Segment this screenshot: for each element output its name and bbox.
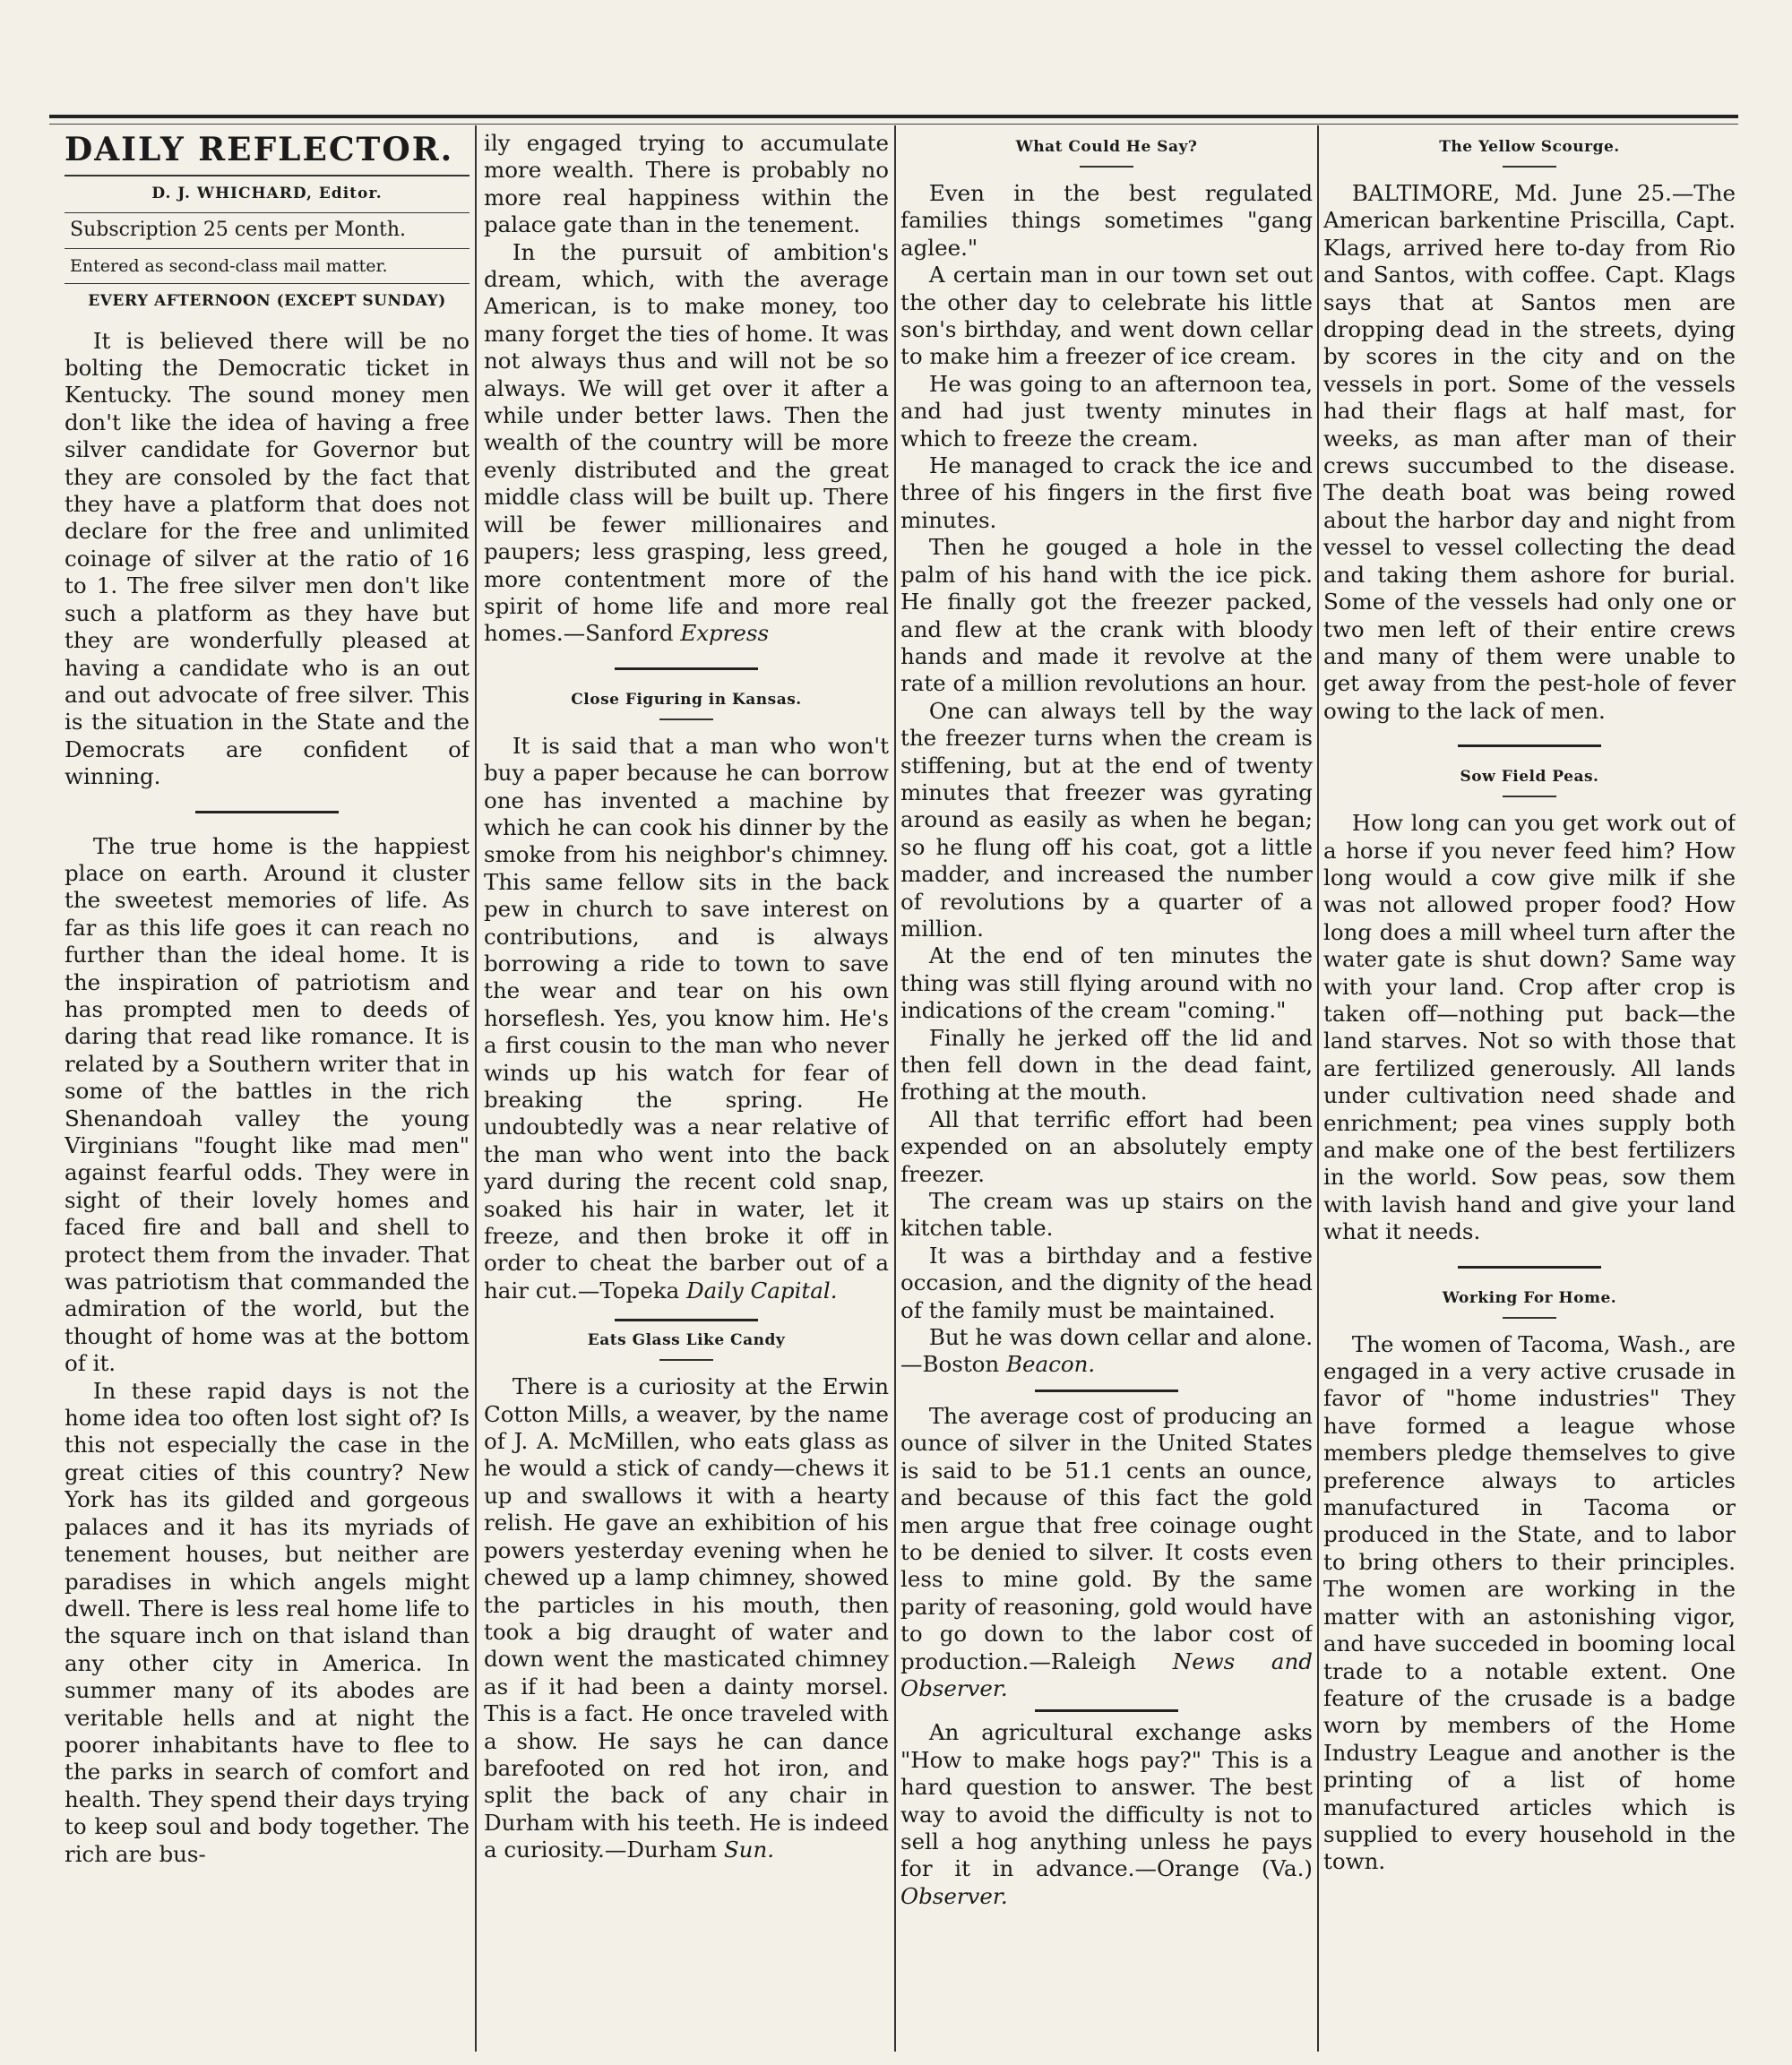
article-paragraph bbox=[484, 1373, 889, 1863]
article-text: There is a curiosity at the Erwin Cotton Mills, a weaver, by the name of J. A. McMillen, who eats glass as he would a stick of candy—chews it up and swallows it with a hearty relish. He gave an exhibition of his powers yesterday evening when he chewed up a lamp chimney, showed the particles in his mouth, then took a big draught of water and down went the masticated chimney as if it had been a dainty morsel. This is a fact. He once traveled with a show. He says he can dance barefooted on red hot iron, and split the back of any chair in Durham with his teeth. He is indeed a curiosity.—Durham bbox=[484, 1373, 889, 1863]
separator-rule bbox=[1503, 166, 1556, 168]
article-paragraph: It was a birthday and a festive occasion, and the dignity of the head of the family must be maintained. bbox=[900, 1242, 1313, 1323]
top-rule-thin bbox=[49, 124, 1738, 125]
column-divider bbox=[475, 125, 477, 2052]
separator-rule bbox=[195, 811, 339, 813]
article-headline: Eats Glass Like Candy bbox=[587, 1331, 786, 1350]
article-paragraph bbox=[900, 1403, 1313, 1702]
separator-rule bbox=[615, 1319, 758, 1321]
separator-rule bbox=[659, 1359, 713, 1361]
article-paragraph: One can always tell by the way the freezer turns when the cream is stiffening, but at the end of twenty minutes that freezer was gyrating around as easily as when he began; so he flung off his coat, got a little madder, and increased the number of revolutions by a quarter of a million. bbox=[900, 697, 1313, 942]
article-paragraph: All that terrific effort had been expended on an absolutely empty freezer. bbox=[900, 1106, 1313, 1187]
column-divider bbox=[894, 125, 896, 2052]
article-paragraph: ily engaged trying to accumulate more wealth. There is probably no more real happiness within the palace gate than in the tenement. bbox=[484, 130, 889, 238]
separator-rule bbox=[1503, 796, 1556, 797]
article-source: Daily Capital. bbox=[685, 1277, 838, 1304]
article-headline: What Could He Say? bbox=[1015, 138, 1198, 156]
masthead-rule bbox=[65, 248, 470, 249]
masthead-subscription: Subscription 25 cents per Month. bbox=[70, 219, 407, 242]
article-text: In the pursuit of ambition's dream, which, with the average American, is to make money, too many forget the ties of home. It was not always thus and will not be so always. We will get over it after a while under better laws. Then the wealth of the country will be more evenly distributed and the great middle class will be built up. There will be fewer millionaires and paupers; less grasping, less greed, more contentment more of the spirit of home life and more real homes.—Sanford bbox=[484, 238, 889, 647]
article-text: An agricultural exchange asks "How to make hogs pay?" This is a hard question to answer. The best way to avoid the difficulty is not to sell a hog anything unless he pays for it in advance.—Orange (Va.) bbox=[900, 1719, 1313, 1882]
article-source: Express bbox=[680, 620, 770, 647]
article-paragraph bbox=[484, 733, 889, 1305]
separator-rule bbox=[1458, 1266, 1601, 1269]
column-4 bbox=[1323, 130, 1736, 2034]
column-2 bbox=[484, 130, 889, 2034]
separator-rule bbox=[659, 718, 713, 720]
article-text: But he was down cellar and alone.—Boston bbox=[900, 1324, 1313, 1378]
article-paragraph: The true home is the happiest place on earth. Around it cluster the sweetest memories of life. As far as this life goes it can reach no further than the ideal home. It is the inspiration of patriotism and has prompted men to deeds of daring that read like romance. It is related by a Southern writer that in some of the battles in the rich Shenandoah valley the young Virginians "fought like mad men" against fearful odds. They were in sight of their lovely homes and faced fire and ball and shell to protect them from the invader. That was patriotism that commanded the admiration of the world, but the thought of home was at the bottom of it. bbox=[65, 832, 470, 1377]
masthead-rule bbox=[65, 212, 470, 213]
article-headline: The Yellow Scourge. bbox=[1439, 138, 1620, 156]
article-headline: Sow Field Peas. bbox=[1460, 768, 1599, 787]
article-paragraph: Then he gouged a hole in the palm of his hand with the ice pick. He finally got the freezer packed, and flew at the crank with bloody hands and made it revolve at the rate of a million revolutions an hour. bbox=[900, 534, 1313, 697]
masthead-editor: D. J. WHICHARD, Editor. bbox=[151, 185, 383, 202]
article-source: Observer. bbox=[900, 1882, 1008, 1909]
separator-rule bbox=[1080, 166, 1133, 168]
article-paragraph: It is believed there will be no bolting the Democratic ticket in Kentucky. The sound money men don't like the idea of having a free silver candidate for Governor but they are consoled by the fact that they have a platform that does not declare for the free and unlimited coinage of silver at the ratio of 16 to 1. The free silver men don't like such a platform as they have but they are wonderfully pleased at having a candidate who is an out and out advocate of free silver. This is the situation in the State and the Democrats are confident of winning. bbox=[65, 327, 470, 790]
separator-rule bbox=[1503, 1317, 1556, 1319]
article-headline: Working For Home. bbox=[1442, 1288, 1617, 1307]
article-paragraph: In these rapid days is not the home idea too often lost sight of? Is this not especially the case in the great cities of this country? New York has its gilded and gorgeous palaces and it has its myriads of tenement houses, but neither are paradises in which angels might dwell. There is less real home life to the square inch on that island than any other city in America. In summer many of its abodes are veritable hells and at night the poorer inhabitants have to flee to the parks in search of comfort and health. They spend their days trying to keep soul and body together. The rich are bus- bbox=[65, 1377, 470, 1867]
column-1 bbox=[65, 130, 470, 2034]
article-paragraph: At the end of ten minutes the thing was still flying around with no indications of the cream "coming." bbox=[900, 942, 1313, 1024]
masthead-rule bbox=[65, 175, 470, 176]
article-paragraph bbox=[484, 239, 889, 648]
column-divider bbox=[1317, 125, 1319, 2052]
separator-rule bbox=[615, 667, 758, 670]
top-rule bbox=[49, 115, 1738, 118]
article-paragraph: He managed to crack the ice and three of his fingers in the first five minutes. bbox=[900, 452, 1313, 533]
article-headline: Close Figuring in Kansas. bbox=[571, 690, 802, 709]
article-paragraph: A certain man in our town set out the other day to celebrate his little son's birthday, and went down cellar to make him a freezer of ice cream. bbox=[900, 262, 1313, 370]
article-paragraph: The women of Tacoma, Wash., are engaged in a very active crusade in favor of "home industries" They have formed a league whose members pledge themselves to give preference always to articles manufactured in Tacoma or produced in the State, and to labor to bring others to their principles. The women are working in the matter with an astonishing vigor, and have succeded in booming local trade to a notable extent. One feature of the crusade is a badge worn by members of the Home Industry League and another is the printing of a list of home manufactured articles which is supplied to every household in the town. bbox=[1323, 1330, 1736, 1875]
article-paragraph: BALTIMORE, Md. June 25.—The American barkentine Priscilla, Capt. Klags, arrived here to-day from Rio and Santos, with coffee. Capt. Klags says that at Santos men are dropping dead in the streets, dying by scores in the city and on the vessels in port. Some of the vessels had their flags at half mast, for weeks, as man after man of their crews succumbed to the disease. The death boat was being rowed about the harbor day and night from vessel to vessel collecting the dead and taking them ashore for burial. Some of the vessels had only one or two men left of their entire crews and many of them were unable to get away from the pest-hole of fever owing to the lack of men. bbox=[1323, 180, 1736, 724]
article-paragraph: Finally he jerked off the lid and then fell down in the dead faint, frothing at the mouth. bbox=[900, 1024, 1313, 1106]
masthead-rule bbox=[65, 283, 470, 284]
article-paragraph bbox=[900, 1324, 1313, 1379]
article-paragraph: The cream was up stairs on the kitchen table. bbox=[900, 1188, 1313, 1242]
article-paragraph: Even in the best regulated families things sometimes "gang aglee." bbox=[900, 180, 1313, 261]
masthead-title: DAILY REFLECTOR. bbox=[65, 131, 454, 168]
article-source: News and Observer. bbox=[900, 1648, 1313, 1701]
article-paragraph: How long can you get work out of a horse if you never feed him? How long would a cow give milk if she was not allowed proper food? How long does a mill wheel turn after the water gate is shut down? Same way with your land. Crop after crop is taken off—nothing put back—the land starves. Not so with those that are fertilized generously. All lands under cultivation need shade and enrichment; pea vines supply both and make one of the best fertilizers in the world. Sow peas, sow them with lavish hand and give your land what it needs. bbox=[1323, 810, 1736, 1245]
column-3 bbox=[900, 130, 1313, 2034]
article-paragraph: He was going to an afternoon tea, and had just twenty minutes in which to freeze the cream. bbox=[900, 370, 1313, 452]
masthead-entered: Entered as second-class mail matter. bbox=[70, 255, 388, 276]
article-source: Beacon. bbox=[1006, 1351, 1096, 1378]
separator-rule bbox=[1035, 1709, 1178, 1712]
separator-rule bbox=[1458, 744, 1601, 747]
article-text: The average cost of producing an ounce of silver in the United States is said to be 51.1 cents an ounce, and because of this fact the gold men argue that free coinage ought to be denied to silver. It costs even less to mine gold. By the same parity of reasoning, gold would have to go down to the labor cost of production.—Raleigh bbox=[900, 1402, 1313, 1674]
article-text: It is said that a man who won't buy a paper because he can borrow one has invented a machine by which he can cook his dinner by the smoke from his neighbor's chimney. This same fellow sits in the back pew in church to save interest on contributions, and is always borrowing a ride to town to save the wear and tear on his own horseflesh. Yes, you know him. He's a first cousin to the man who never winds up his watch for fear of breaking the spring. He undoubtedly was a near relative of the man who went into the back yard during the recent cold snap, soaked his hair in water, let it freeze, and then broke it off in order to cheat the barber out of a hair cut.—Topeka bbox=[484, 732, 889, 1304]
article-paragraph bbox=[900, 1719, 1313, 1910]
masthead-schedule: EVERY AFTERNOON (EXCEPT SUNDAY) bbox=[88, 292, 446, 311]
article-source: Sun. bbox=[723, 1837, 775, 1863]
separator-rule bbox=[1035, 1390, 1178, 1392]
